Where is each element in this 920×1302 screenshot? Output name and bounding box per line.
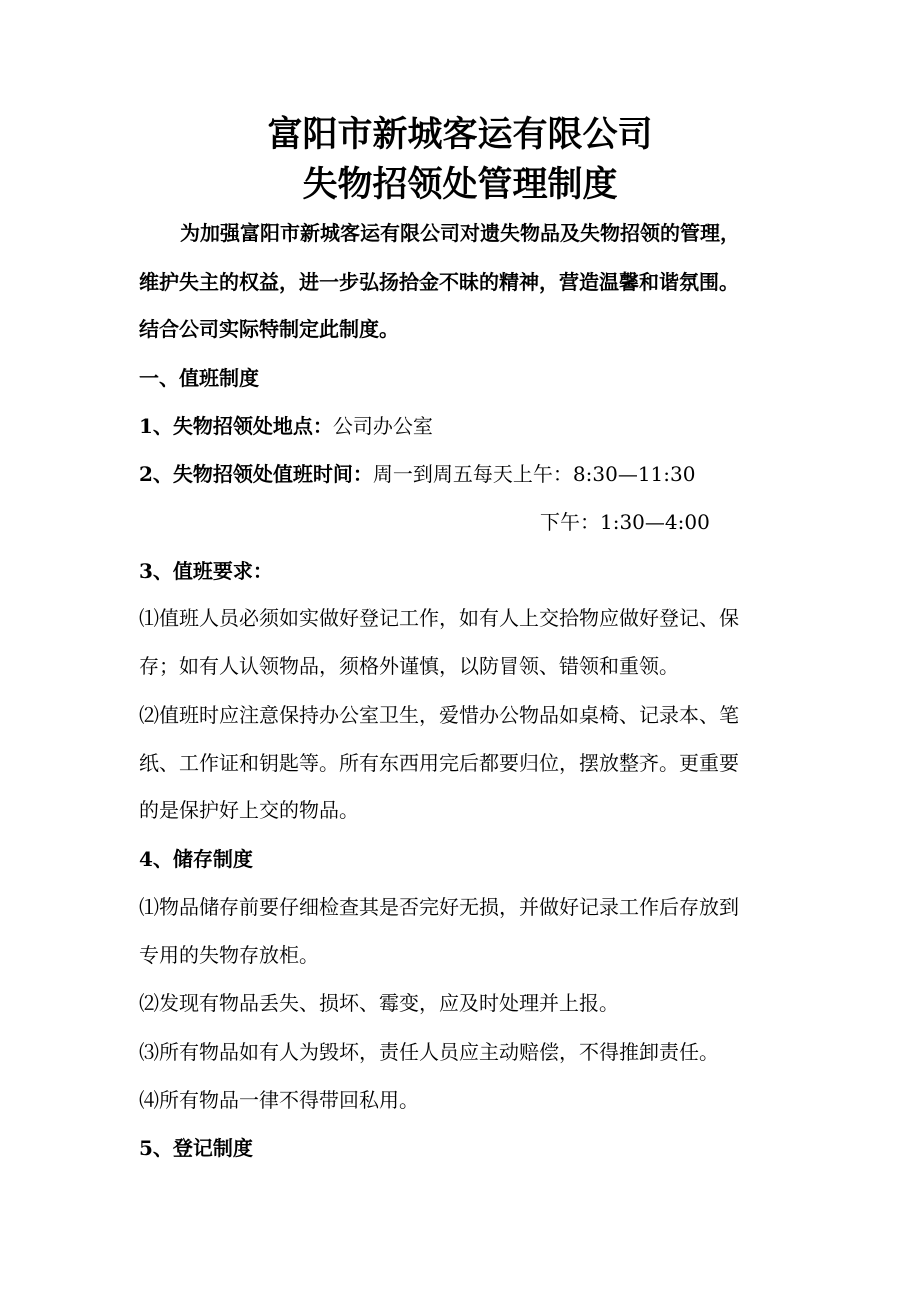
duty-section-heading: 一、值班制度	[139, 366, 259, 390]
location-row	[139, 411, 433, 441]
storage-item-4: ⑷所有物品一律不得带回私用。	[139, 1088, 419, 1112]
requirement-2-line-3: 的是保护好上交的物品。	[139, 798, 359, 822]
location-value: 公司办公室	[332, 414, 433, 438]
storage-item-2: ⑵发现有物品丢失、损坏、霉变，应及时处理并上报。	[139, 991, 619, 1015]
company-title: 富阳市新城客运有限公司	[267, 114, 653, 155]
location-label: 1、失物招领处地点：	[139, 414, 333, 438]
time-afternoon: 下午：1:30—4:00	[540, 510, 710, 534]
register-section-heading: 5、登记制度	[139, 1136, 253, 1160]
requirement-1-line-1: ⑴值班人员必须如实做好登记工作，如有人上交拾物应做好登记、保	[139, 606, 739, 630]
storage-section-heading: 4、储存制度	[139, 847, 253, 871]
requirements-heading: 3、值班要求：	[139, 559, 273, 583]
intro-line-1: 为加强富阳市新城客运有限公司对遗失物品及失物招领的管理，	[180, 221, 740, 245]
intro-line-3: 结合公司实际特制定此制度。	[139, 317, 399, 341]
time-row	[139, 459, 695, 489]
requirement-1-line-2: 存；如有人认领物品，须格外谨慎，以防冒领、错领和重领。	[139, 654, 679, 678]
requirement-2-line-1: ⑵值班时应注意保持办公室卫生，爱惜办公物品如桌椅、记录本、笔	[139, 703, 739, 727]
storage-item-3: ⑶所有物品如有人为毁坏，责任人员应主动赔偿，不得推卸责任。	[139, 1040, 719, 1064]
time-morning: 周一到周五每天上午：8:30—11:30	[372, 462, 696, 486]
policy-title: 失物招领处管理制度	[302, 164, 618, 205]
storage-item-1-line-1: ⑴物品储存前要仔细检查其是否完好无损，并做好记录工作后存放到	[139, 895, 739, 919]
intro-line-2: 维护失主的权益，进一步弘扬拾金不昧的精神，营造温馨和谐氛围。	[139, 270, 739, 294]
requirement-2-line-2: 纸、工作证和钥匙等。所有东西用完后都要归位，摆放整齐。更重要	[139, 751, 739, 775]
time-label: 2、失物招领处值班时间：	[139, 462, 373, 486]
storage-item-1-line-2: 专用的失物存放柜。	[139, 943, 319, 967]
